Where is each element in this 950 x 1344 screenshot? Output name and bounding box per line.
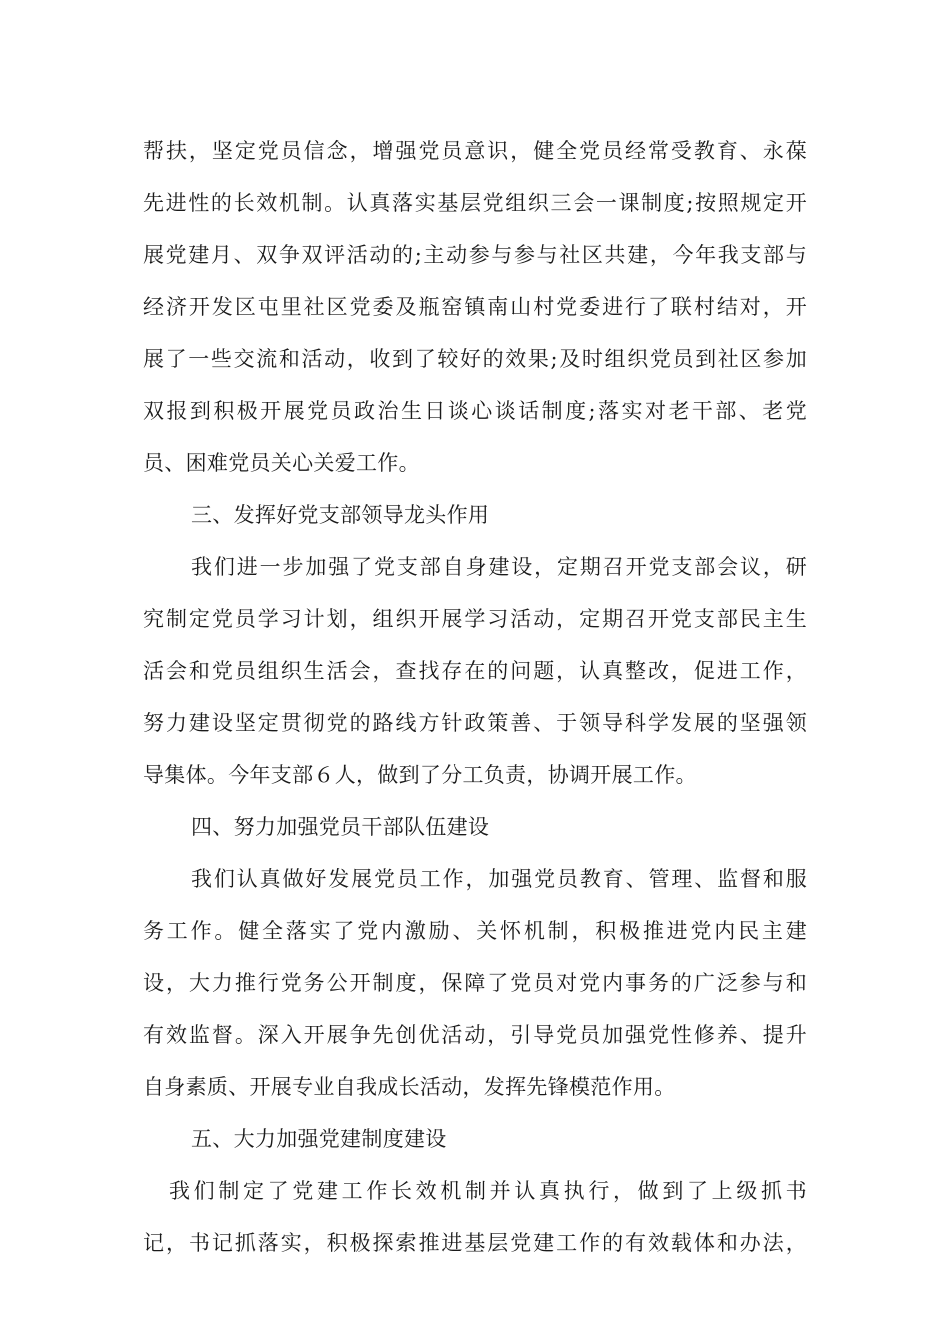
paragraph-continuation xyxy=(143,125,807,489)
text-line: 经济开发区屯里社区党委及瓶窑镇南山村党委进行了联村结对，开 xyxy=(143,295,807,319)
text-line: 展了一些交流和活动，收到了较好的效果;及时组织党员到社区参加 xyxy=(143,347,807,371)
text-line: 我们认真做好发展党员工作，加强党员教育、管理、监督和服 xyxy=(191,867,807,891)
text-line: 努力建设坚定贯彻党的路线方针政策善、于领导科学发展的坚强领 xyxy=(143,711,807,735)
text-line: 自身素质、开展专业自我成长活动，发挥先锋模范作用。 xyxy=(143,1075,676,1099)
text-line: 导集体。今年支部６人，做到了分工负责，协调开展工作。 xyxy=(143,763,697,787)
text-line: 有效监督。深入开展争先创优活动，引导党员加强党性修养、提升 xyxy=(143,1023,807,1047)
text-line: 活会和党员组织生活会，查找存在的问题，认真整改，促进工作， xyxy=(143,659,807,683)
section-heading-4: 四、努力加强党员干部队伍建设 xyxy=(191,815,490,839)
text-line: 记，书记抓落实，积极探索推进基层党建工作的有效载体和办法， xyxy=(143,1231,807,1255)
section-heading-5: 五、大力加强党建制度建设 xyxy=(191,1127,447,1151)
text-line: 员、困难党员关心关爱工作。 xyxy=(143,451,420,475)
paragraph-section-5 xyxy=(143,1165,807,1269)
text-line: 我们制定了党建工作长效机制并认真执行，做到了上级抓书 xyxy=(169,1179,807,1203)
text-line: 我们进一步加强了党支部自身建设，定期召开党支部会议，研 xyxy=(191,555,807,579)
text-line: 务工作。健全落实了党内激励、关怀机制，积极推进党内民主建 xyxy=(143,919,807,943)
section-heading-3: 三、发挥好党支部领导龙头作用 xyxy=(191,503,490,527)
text-line: 设，大力推行党务公开制度，保障了党员对党内事务的广泛参与和 xyxy=(143,971,807,995)
text-line: 先进性的长效机制。认真落实基层党组织三会一课制度;按照规定开 xyxy=(143,191,807,215)
text-line: 帮扶，坚定党员信念，增强党员意识，健全党员经常受教育、永葆 xyxy=(143,139,807,163)
paragraph-section-4 xyxy=(143,853,807,1113)
text-line: 展党建月、双争双评活动的;主动参与参与社区共建，今年我支部与 xyxy=(143,243,807,267)
text-line: 究制定党员学习计划，组织开展学习活动，定期召开党支部民主生 xyxy=(143,607,807,631)
text-line: 双报到积极开展党员政治生日谈心谈话制度;落实对老干部、老党 xyxy=(143,399,807,423)
paragraph-section-3 xyxy=(143,541,807,801)
document-body xyxy=(143,125,807,1269)
